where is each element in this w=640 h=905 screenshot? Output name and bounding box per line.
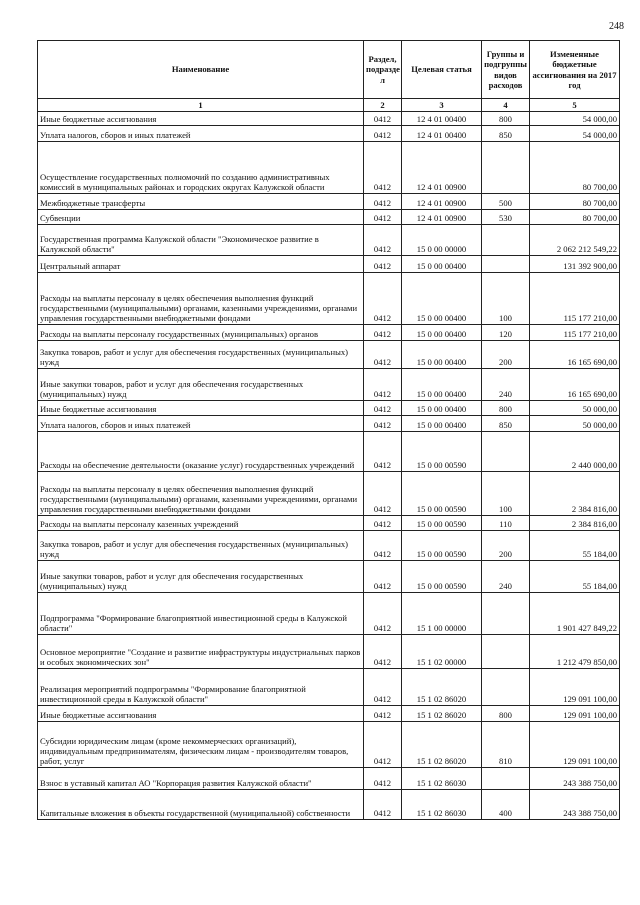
row-amount: 50 000,00	[530, 401, 620, 416]
row-target: 15 0 00 00590	[402, 561, 482, 593]
row-amount: 80 700,00	[530, 210, 620, 225]
row-name: Подпрограмма "Формирование благоприятной инвестиционной среды в Калужской области"	[38, 593, 364, 635]
column-number: 5	[530, 99, 620, 112]
row-section: 0412	[364, 142, 402, 194]
row-section: 0412	[364, 126, 402, 142]
row-amount: 80 700,00	[530, 194, 620, 210]
row-target: 15 1 02 86020	[402, 706, 482, 722]
row-amount: 2 384 816,00	[530, 516, 620, 531]
column-number: 2	[364, 99, 402, 112]
column-number: 1	[38, 99, 364, 112]
table-row	[38, 325, 620, 341]
row-name: Центральный аппарат	[38, 256, 364, 273]
row-group: 800	[482, 706, 530, 722]
row-target: 15 1 02 86020	[402, 669, 482, 706]
table-row	[38, 416, 620, 432]
row-amount: 243 388 750,00	[530, 790, 620, 820]
row-name: Расходы на выплаты персоналу в целях обеспечения выполнения функций государственными (муниципальными) органами, казенными учреждениями, органами управления государственными внебюджетными фондами	[38, 273, 364, 325]
row-amount: 54 000,00	[530, 126, 620, 142]
table-row	[38, 635, 620, 669]
row-amount: 2 062 212 549,22	[530, 225, 620, 256]
header-section: Раздел, подразде л	[364, 41, 402, 99]
row-section: 0412	[364, 516, 402, 531]
row-section: 0412	[364, 273, 402, 325]
page-number: 248	[609, 21, 624, 32]
table-row	[38, 142, 620, 194]
row-name: Осуществление государственных полномочий по созданию административных комиссий в муниципальных районах и городских округах Калужской области	[38, 142, 364, 194]
row-amount: 1 901 427 849,22	[530, 593, 620, 635]
row-amount: 1 212 479 850,00	[530, 635, 620, 669]
row-group: 800	[482, 112, 530, 126]
header-row	[38, 41, 620, 99]
table-row	[38, 112, 620, 126]
row-section: 0412	[364, 256, 402, 273]
row-section: 0412	[364, 531, 402, 561]
table-body	[38, 112, 620, 820]
row-group: 200	[482, 341, 530, 369]
table-row	[38, 768, 620, 790]
row-section: 0412	[364, 472, 402, 516]
row-amount: 55 184,00	[530, 561, 620, 593]
row-group: 100	[482, 273, 530, 325]
row-group: 810	[482, 722, 530, 768]
row-section: 0412	[364, 669, 402, 706]
row-group	[482, 768, 530, 790]
row-amount: 55 184,00	[530, 531, 620, 561]
row-amount: 131 392 900,00	[530, 256, 620, 273]
row-section: 0412	[364, 194, 402, 210]
row-section: 0412	[364, 112, 402, 126]
row-target: 15 1 02 86020	[402, 722, 482, 768]
row-amount: 129 091 100,00	[530, 669, 620, 706]
row-group: 850	[482, 416, 530, 432]
row-name: Иные бюджетные ассигнования	[38, 112, 364, 126]
row-section: 0412	[364, 341, 402, 369]
row-name: Взнос в уставный капитал АО "Корпорация развития Калужской области"	[38, 768, 364, 790]
row-group: 110	[482, 516, 530, 531]
row-name: Иные закупки товаров, работ и услуг для обеспечения государственных (муниципальных) нужд	[38, 369, 364, 401]
table-row	[38, 790, 620, 820]
table-row	[38, 432, 620, 472]
row-group	[482, 669, 530, 706]
row-amount: 129 091 100,00	[530, 722, 620, 768]
row-target: 15 0 00 00590	[402, 531, 482, 561]
table-row	[38, 472, 620, 516]
row-group	[482, 635, 530, 669]
table-row	[38, 706, 620, 722]
table-row	[38, 194, 620, 210]
row-section: 0412	[364, 369, 402, 401]
row-target: 12 4 01 00900	[402, 142, 482, 194]
row-section: 0412	[364, 768, 402, 790]
row-group: 500	[482, 194, 530, 210]
row-target: 15 0 00 00400	[402, 341, 482, 369]
table-row	[38, 273, 620, 325]
table-row	[38, 561, 620, 593]
row-group: 400	[482, 790, 530, 820]
row-group	[482, 225, 530, 256]
row-section: 0412	[364, 416, 402, 432]
row-amount: 16 165 690,00	[530, 341, 620, 369]
row-target: 15 1 02 00000	[402, 635, 482, 669]
row-name: Реализация мероприятий подпрограммы "Формирование благоприятной инвестиционной среды в Калужской области"	[38, 669, 364, 706]
row-target: 15 0 00 00000	[402, 225, 482, 256]
table-row	[38, 256, 620, 273]
table-row	[38, 210, 620, 225]
column-number: 4	[482, 99, 530, 112]
row-section: 0412	[364, 635, 402, 669]
row-group: 240	[482, 369, 530, 401]
row-amount: 54 000,00	[530, 112, 620, 126]
row-group: 850	[482, 126, 530, 142]
row-name: Иные закупки товаров, работ и услуг для обеспечения государственных (муниципальных) нужд	[38, 561, 364, 593]
row-amount: 129 091 100,00	[530, 706, 620, 722]
row-group: 530	[482, 210, 530, 225]
row-name: Иные бюджетные ассигнования	[38, 706, 364, 722]
row-amount: 50 000,00	[530, 416, 620, 432]
table-row	[38, 341, 620, 369]
table-row	[38, 126, 620, 142]
row-section: 0412	[364, 401, 402, 416]
row-section: 0412	[364, 325, 402, 341]
row-section: 0412	[364, 432, 402, 472]
row-group	[482, 256, 530, 273]
row-name: Субсидии юридическим лицам (кроме некоммерческих организаций), индивидуальным предпринимателям, физическим лицам - производителям товаров, работ, услуг	[38, 722, 364, 768]
row-target: 15 0 00 00400	[402, 401, 482, 416]
header-name: Наименование	[38, 41, 364, 99]
row-amount: 16 165 690,00	[530, 369, 620, 401]
row-group	[482, 142, 530, 194]
header-amount: Измененные бюджетные ассигнования на 2017 год	[530, 41, 620, 99]
row-group: 240	[482, 561, 530, 593]
row-amount: 243 388 750,00	[530, 768, 620, 790]
row-name: Субвенции	[38, 210, 364, 225]
table-row	[38, 722, 620, 768]
row-name: Основное мероприятие "Создание и развитие инфраструктуры индустриальных парков и особых экономических зон"	[38, 635, 364, 669]
row-group: 200	[482, 531, 530, 561]
row-target: 15 0 00 00400	[402, 416, 482, 432]
table-row	[38, 401, 620, 416]
row-name: Уплата налогов, сборов и иных платежей	[38, 416, 364, 432]
row-section: 0412	[364, 593, 402, 635]
row-name: Расходы на обеспечение деятельности (оказание услуг) государственных учреждений	[38, 432, 364, 472]
row-section: 0412	[364, 706, 402, 722]
column-number: 3	[402, 99, 482, 112]
row-group: 120	[482, 325, 530, 341]
row-target: 15 0 00 00400	[402, 325, 482, 341]
row-name: Расходы на выплаты персоналу государственных (муниципальных) органов	[38, 325, 364, 341]
row-target: 12 4 01 00900	[402, 194, 482, 210]
row-amount: 2 440 000,00	[530, 432, 620, 472]
budget-table	[37, 40, 620, 820]
row-amount: 2 384 816,00	[530, 472, 620, 516]
row-group: 100	[482, 472, 530, 516]
row-target: 15 0 00 00400	[402, 369, 482, 401]
row-amount: 115 177 210,00	[530, 273, 620, 325]
row-group: 800	[482, 401, 530, 416]
row-section: 0412	[364, 225, 402, 256]
row-name: Закупка товаров, работ и услуг для обеспечения государственных (муниципальных) нужд	[38, 531, 364, 561]
table-row	[38, 369, 620, 401]
column-number-row	[38, 99, 620, 112]
row-group	[482, 593, 530, 635]
row-section: 0412	[364, 561, 402, 593]
table-row	[38, 531, 620, 561]
table-row	[38, 593, 620, 635]
row-name: Капитальные вложения в объекты государственной (муниципальной) собственности	[38, 790, 364, 820]
row-name: Расходы на выплаты персоналу в целях обеспечения выполнения функций государственными (муниципальными) органами, казенными учреждениями, органами управления государственными внебюджетными фондами	[38, 472, 364, 516]
row-name: Государственная программа Калужской области "Экономическое развитие в Калужской области"	[38, 225, 364, 256]
row-section: 0412	[364, 722, 402, 768]
row-target: 12 4 01 00400	[402, 126, 482, 142]
row-amount: 80 700,00	[530, 142, 620, 194]
row-group	[482, 432, 530, 472]
table-row	[38, 225, 620, 256]
row-target: 15 1 02 86030	[402, 790, 482, 820]
row-target: 15 1 02 86030	[402, 768, 482, 790]
table-row	[38, 516, 620, 531]
row-target: 15 0 00 00400	[402, 256, 482, 273]
row-target: 15 1 00 00000	[402, 593, 482, 635]
row-target: 15 0 00 00590	[402, 516, 482, 531]
row-name: Закупка товаров, работ и услуг для обеспечения государственных (муниципальных) нужд	[38, 341, 364, 369]
table-row	[38, 669, 620, 706]
row-section: 0412	[364, 210, 402, 225]
row-target: 15 0 00 00400	[402, 273, 482, 325]
row-name: Уплата налогов, сборов и иных платежей	[38, 126, 364, 142]
row-target: 15 0 00 00590	[402, 432, 482, 472]
row-target: 15 0 00 00590	[402, 472, 482, 516]
row-target: 12 4 01 00400	[402, 112, 482, 126]
row-target: 12 4 01 00900	[402, 210, 482, 225]
row-name: Расходы на выплаты персоналу казенных учреждений	[38, 516, 364, 531]
row-amount: 115 177 210,00	[530, 325, 620, 341]
row-section: 0412	[364, 790, 402, 820]
row-name: Межбюджетные трансферты	[38, 194, 364, 210]
header-groups: Группы и подгруппы видов расходов	[482, 41, 530, 99]
header-target: Целевая статья	[402, 41, 482, 99]
row-name: Иные бюджетные ассигнования	[38, 401, 364, 416]
